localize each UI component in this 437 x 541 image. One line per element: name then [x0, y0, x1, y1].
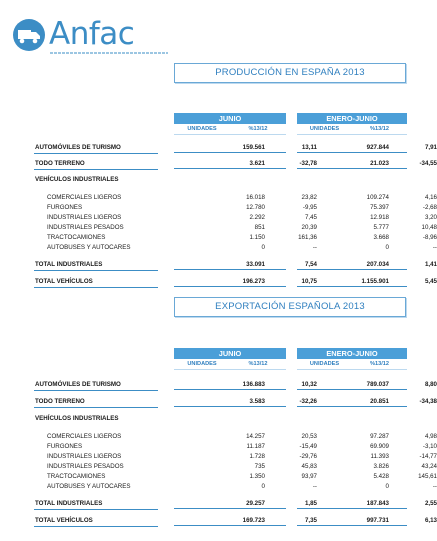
col-enero-junio: ENERO-JUNIO	[297, 113, 407, 124]
table-row	[35, 482, 437, 492]
truck-car-icon	[12, 18, 46, 52]
table-row	[35, 498, 437, 510]
cell: -15,49	[299, 443, 317, 450]
produccion-junio-header	[174, 113, 286, 135]
table-row	[35, 213, 437, 223]
row-label: VEHÍCULOS INDUSTRIALES	[35, 415, 119, 422]
cell: 851	[254, 224, 265, 231]
cell: -8,96	[422, 234, 437, 241]
cell: 0	[261, 244, 265, 251]
sub-unidades: UNIDADES	[187, 361, 217, 367]
cell: 45,83	[301, 463, 317, 470]
cell: 159.561	[242, 144, 265, 151]
cell: 12.918	[370, 214, 389, 221]
table-row	[35, 462, 437, 472]
row-label: TODO TERRENO	[35, 398, 85, 405]
sub-unidades: UNIDADES	[309, 361, 340, 367]
cell: 0	[385, 483, 389, 490]
table-row	[35, 442, 437, 452]
row-label: TOTAL INDUSTRIALES	[35, 261, 103, 268]
row-label: TOTAL VEHÍCULOS	[35, 278, 93, 285]
cell: -3,10	[422, 443, 437, 450]
cell: 29.257	[246, 500, 265, 507]
cell: 1,85	[304, 500, 317, 507]
row-label: COMERCIALES LIGEROS	[47, 433, 122, 440]
cell: 0	[385, 244, 389, 251]
cell: --	[432, 244, 437, 251]
cell: 109.274	[366, 194, 389, 201]
sub-pct: %13/12	[370, 361, 389, 367]
table-row	[35, 259, 437, 271]
cell: 927.844	[366, 144, 389, 151]
cell: 2,55	[424, 500, 437, 507]
sub-pct: %13/12	[248, 126, 268, 132]
row-label: AUTOMÓVILES DE TURISMO	[35, 144, 121, 151]
cell: --	[432, 483, 437, 490]
cell: 93,97	[301, 473, 317, 480]
table-row	[35, 414, 406, 424]
cell: 997.731	[366, 517, 389, 524]
table-row	[35, 233, 437, 243]
cell: 7,45	[304, 214, 317, 221]
exportacion-enero-header	[297, 348, 407, 370]
cell: 11.393	[370, 453, 389, 460]
row-label: TRACTOCAMIONES	[47, 234, 106, 241]
cell: 3.668	[373, 234, 389, 241]
table-row	[35, 203, 437, 213]
sub-pct: %13/12	[248, 361, 268, 367]
row-label: FURGONES	[47, 204, 83, 211]
anfac-logo	[12, 16, 162, 56]
cell: 3.826	[373, 463, 389, 470]
row-label: AUTOBUSES Y AUTOCARES	[47, 483, 131, 490]
cell: -32,78	[299, 160, 317, 167]
cell: -32,26	[299, 398, 317, 405]
cell: 12.780	[246, 204, 265, 211]
table-row	[35, 223, 437, 233]
cell: -9,95	[302, 204, 317, 211]
cell: 7,54	[304, 261, 317, 268]
exportacion-junio-header	[174, 348, 286, 370]
cell: 97.287	[370, 433, 389, 440]
table-row	[35, 158, 437, 170]
row-label: TRACTOCAMIONES	[47, 473, 106, 480]
sub-unidades: UNIDADES	[309, 126, 340, 132]
cell: 1.150	[249, 234, 265, 241]
cell: 187.843	[366, 500, 389, 507]
cell: 16.018	[246, 194, 265, 201]
cell: 21.023	[370, 160, 389, 167]
cell: 1,41	[424, 261, 437, 268]
logo-tagline	[50, 52, 168, 54]
cell: 20.851	[370, 398, 389, 405]
table-row	[35, 452, 437, 462]
cell: 5,45	[424, 278, 437, 285]
cell: -2,68	[422, 204, 437, 211]
cell: -29,76	[299, 453, 317, 460]
row-label: INDUSTRIALES LIGEROS	[47, 214, 122, 221]
cell: 43,24	[421, 463, 437, 470]
produccion-enero-header	[297, 113, 407, 135]
row-label: INDUSTRIALES LIGEROS	[47, 453, 122, 460]
cell: 1.350	[249, 473, 265, 480]
cell: 161,36	[298, 234, 317, 241]
cell: 20,53	[301, 433, 317, 440]
cell: -34,38	[419, 398, 437, 405]
sub-pct: %13/12	[370, 126, 389, 132]
cell: 735	[254, 463, 265, 470]
cell: 207.034	[366, 261, 389, 268]
cell: 33.091	[246, 261, 265, 268]
cell: 10,75	[301, 278, 317, 285]
row-label: INDUSTRIALES PESADOS	[47, 224, 124, 231]
cell: 5.428	[373, 473, 389, 480]
table-row	[35, 396, 437, 408]
cell: 4,98	[424, 433, 437, 440]
cell: 1.728	[249, 453, 265, 460]
col-junio: JUNIO	[174, 348, 286, 359]
cell: 3.583	[249, 398, 265, 405]
cell: 6,13	[424, 517, 437, 524]
cell: 136.883	[242, 381, 265, 388]
cell: 8,80	[424, 381, 437, 388]
cell: -34,55	[419, 160, 437, 167]
row-label: TODO TERRENO	[35, 160, 85, 167]
row-label: VEHÍCULOS INDUSTRIALES	[35, 176, 119, 183]
cell: 145,61	[418, 473, 437, 480]
cell: 11.187	[246, 443, 265, 450]
table-row	[35, 276, 437, 288]
cell: 1.155.901	[361, 278, 389, 285]
table-row	[35, 472, 437, 482]
cell: -14,77	[419, 453, 437, 460]
cell: 2.292	[249, 214, 265, 221]
cell: 5.777	[373, 224, 389, 231]
cell: 10,48	[421, 224, 437, 231]
cell: 20,39	[301, 224, 317, 231]
cell: 7,91	[424, 144, 437, 151]
cell: 789.037	[366, 381, 389, 388]
cell: 69.909	[370, 443, 389, 450]
cell: 75.397	[370, 204, 389, 211]
cell: 4,16	[424, 194, 437, 201]
cell: 10,32	[301, 381, 317, 388]
row-label: AUTOBUSES Y AUTOCARES	[47, 244, 131, 251]
table-row	[35, 175, 406, 185]
logo-wordmark: Anfac	[49, 16, 135, 52]
col-junio: JUNIO	[174, 113, 286, 124]
row-label: FURGONES	[47, 443, 83, 450]
cell: --	[312, 244, 317, 251]
cell: 14.257	[246, 433, 265, 440]
cell: 23,82	[301, 194, 317, 201]
cell: 169.723	[242, 517, 265, 524]
cell: 3.621	[249, 160, 265, 167]
row-label: AUTOMÓVILES DE TURISMO	[35, 381, 121, 388]
row-label: INDUSTRIALES PESADOS	[47, 463, 124, 470]
table-row	[35, 379, 437, 391]
cell: 7,35	[304, 517, 317, 524]
exportacion-title: EXPORTACIÓN ESPAÑOLA 2013	[174, 297, 406, 317]
table-row	[35, 193, 437, 203]
sub-unidades: UNIDADES	[187, 126, 217, 132]
cell: --	[312, 483, 317, 490]
row-label: TOTAL INDUSTRIALES	[35, 500, 103, 507]
cell: 0	[261, 483, 265, 490]
table-row	[35, 142, 437, 154]
cell: 13,11	[301, 144, 317, 151]
cell: 196.273	[242, 278, 265, 285]
col-enero-junio: ENERO-JUNIO	[297, 348, 407, 359]
row-label: TOTAL VEHÍCULOS	[35, 517, 93, 524]
table-row	[35, 243, 437, 253]
cell: 3,20	[424, 214, 437, 221]
table-row	[35, 515, 437, 527]
table-row	[35, 432, 437, 442]
produccion-title: PRODUCCIÓN EN ESPAÑA 2013	[174, 63, 406, 83]
row-label: COMERCIALES LIGEROS	[47, 194, 122, 201]
